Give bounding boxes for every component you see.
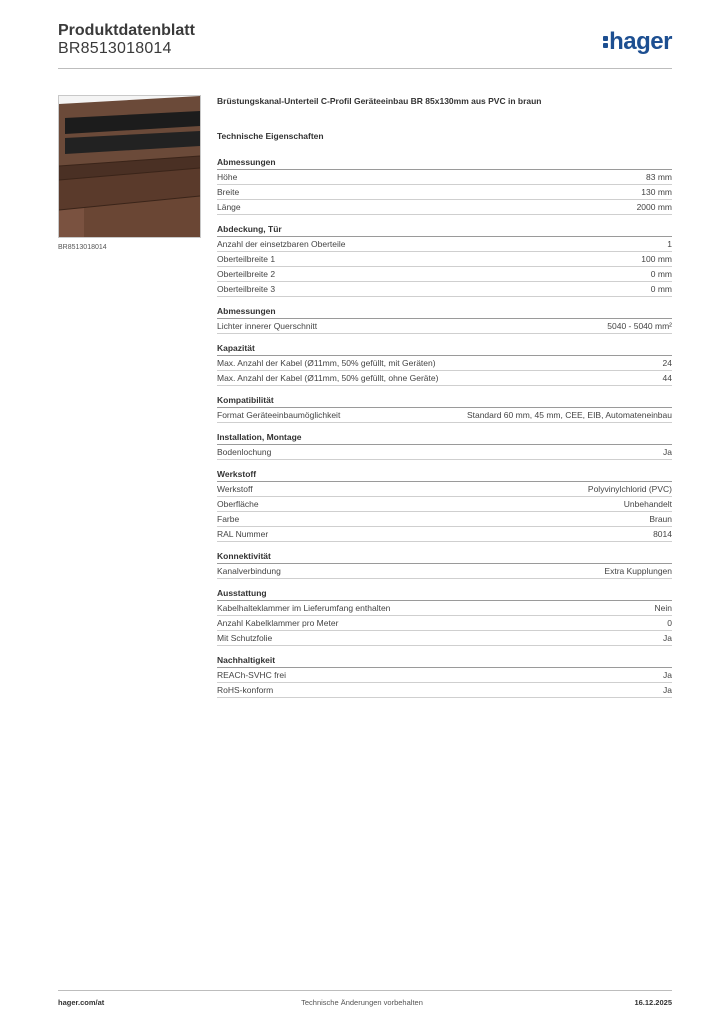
property-row (217, 408, 672, 423)
property-label: Kabelhalteklammer im Lieferumfang enthalten (217, 603, 391, 613)
section-title: Werkstoff (217, 469, 672, 482)
logo-dots-icon (603, 34, 608, 48)
property-section (217, 224, 672, 297)
property-section (217, 588, 672, 646)
page-header (58, 20, 672, 70)
property-label: Anzahl Kabelklammer pro Meter (217, 618, 339, 628)
property-row (217, 371, 672, 386)
property-row (217, 170, 672, 185)
property-section (217, 469, 672, 542)
property-value: 0 (667, 618, 672, 628)
property-label: Anzahl der einsetzbaren Oberteile (217, 239, 346, 249)
property-value: Ja (663, 670, 672, 680)
property-section (217, 655, 672, 698)
property-row (217, 267, 672, 282)
property-label: Höhe (217, 172, 238, 182)
property-row (217, 512, 672, 527)
property-value: Extra Kupplungen (604, 566, 672, 576)
property-row (217, 356, 672, 371)
property-row (217, 601, 672, 616)
product-description: Brüstungskanal-Unterteil C-Profil Geräteeinbau BR 85x130mm aus PVC in braun (217, 96, 542, 106)
property-value: 44 (662, 373, 672, 383)
section-title: Ausstattung (217, 588, 672, 601)
property-row (217, 319, 672, 334)
property-label: RoHS-konform (217, 685, 274, 695)
property-value: Unbehandelt (623, 499, 672, 509)
property-row (217, 282, 672, 297)
property-label: Mit Schutzfolie (217, 633, 273, 643)
property-label: Oberteilbreite 1 (217, 254, 276, 264)
section-title: Nachhaltigkeit (217, 655, 672, 668)
property-value: 83 mm (646, 172, 672, 182)
property-row (217, 564, 672, 579)
property-label: Oberteilbreite 2 (217, 269, 276, 279)
property-row (217, 200, 672, 215)
property-section (217, 395, 672, 423)
property-label: Länge (217, 202, 241, 212)
property-row (217, 527, 672, 542)
footer-divider (58, 990, 672, 991)
property-value: Ja (663, 685, 672, 695)
product-image (58, 95, 201, 238)
property-section (217, 432, 672, 460)
property-row (217, 445, 672, 460)
property-label: Bodenlochung (217, 447, 272, 457)
property-label: Werkstoff (217, 484, 253, 494)
property-label: Oberteilbreite 3 (217, 284, 276, 294)
property-row (217, 237, 672, 252)
property-row (217, 185, 672, 200)
property-value: Nein (654, 603, 672, 613)
property-value: 24 (662, 358, 672, 368)
property-row (217, 482, 672, 497)
property-row (217, 616, 672, 631)
logo-text: hager (609, 28, 672, 55)
property-section (217, 306, 672, 334)
property-value: 1 (667, 239, 672, 249)
property-label: Farbe (217, 514, 240, 524)
section-title: Kapazität (217, 343, 672, 356)
property-label: Max. Anzahl der Kabel (Ø11mm, 50% gefüllt, mit Geräten) (217, 358, 436, 368)
section-title: Installation, Montage (217, 432, 672, 445)
property-value: 0 mm (650, 284, 672, 294)
document-title: Produktdatenblatt (58, 22, 195, 39)
property-row (217, 668, 672, 683)
property-section (217, 343, 672, 386)
properties-sections (217, 157, 672, 698)
section-title: Kompatibilität (217, 395, 672, 408)
property-value: 2000 mm (636, 202, 672, 212)
header-divider (58, 68, 672, 69)
property-value: Ja (663, 633, 672, 643)
property-label: Oberfläche (217, 499, 259, 509)
product-number: BR8513018014 (58, 40, 172, 57)
property-section (217, 551, 672, 579)
footer-disclaimer: Technische Änderungen vorbehalten (301, 998, 423, 1007)
property-value: Polyvinylchlorid (PVC) (587, 484, 672, 494)
section-title: Abdeckung, Tür (217, 224, 672, 237)
property-row (217, 631, 672, 646)
property-row (217, 497, 672, 512)
technical-properties-title: Technische Eigenschaften (217, 131, 324, 141)
property-value: 5040 - 5040 mm² (607, 321, 672, 331)
property-label: RAL Nummer (217, 529, 269, 539)
property-row (217, 252, 672, 267)
section-title: Konnektivität (217, 551, 672, 564)
property-label: REACh-SVHC frei (217, 670, 286, 680)
product-details (217, 96, 672, 707)
hager-logo (603, 28, 672, 56)
cable-duct-illustration (59, 96, 200, 237)
property-value: 0 mm (650, 269, 672, 279)
section-title: Abmessungen (217, 306, 672, 319)
property-section (217, 157, 672, 215)
property-label: Lichter innerer Querschnitt (217, 321, 318, 331)
property-value: 8014 (653, 529, 672, 539)
property-label: Format Geräteeinbaumöglichkeit (217, 410, 341, 420)
property-value: Braun (649, 514, 672, 524)
footer-website: hager.com/at (58, 998, 105, 1007)
property-value: 100 mm (641, 254, 672, 264)
property-value: 130 mm (641, 187, 672, 197)
property-row (217, 683, 672, 698)
property-value: Standard 60 mm, 45 mm, CEE, EIB, Automateneinbau (466, 410, 672, 420)
property-value: Ja (663, 447, 672, 457)
property-label: Kanalverbindung (217, 566, 281, 576)
product-image-label: BR8513018014 (58, 244, 107, 251)
section-title: Abmessungen (217, 157, 672, 170)
property-label: Breite (217, 187, 240, 197)
property-label: Max. Anzahl der Kabel (Ø11mm, 50% gefüllt, ohne Geräte) (217, 373, 439, 383)
footer-date: 16.12.2025 (634, 998, 672, 1007)
